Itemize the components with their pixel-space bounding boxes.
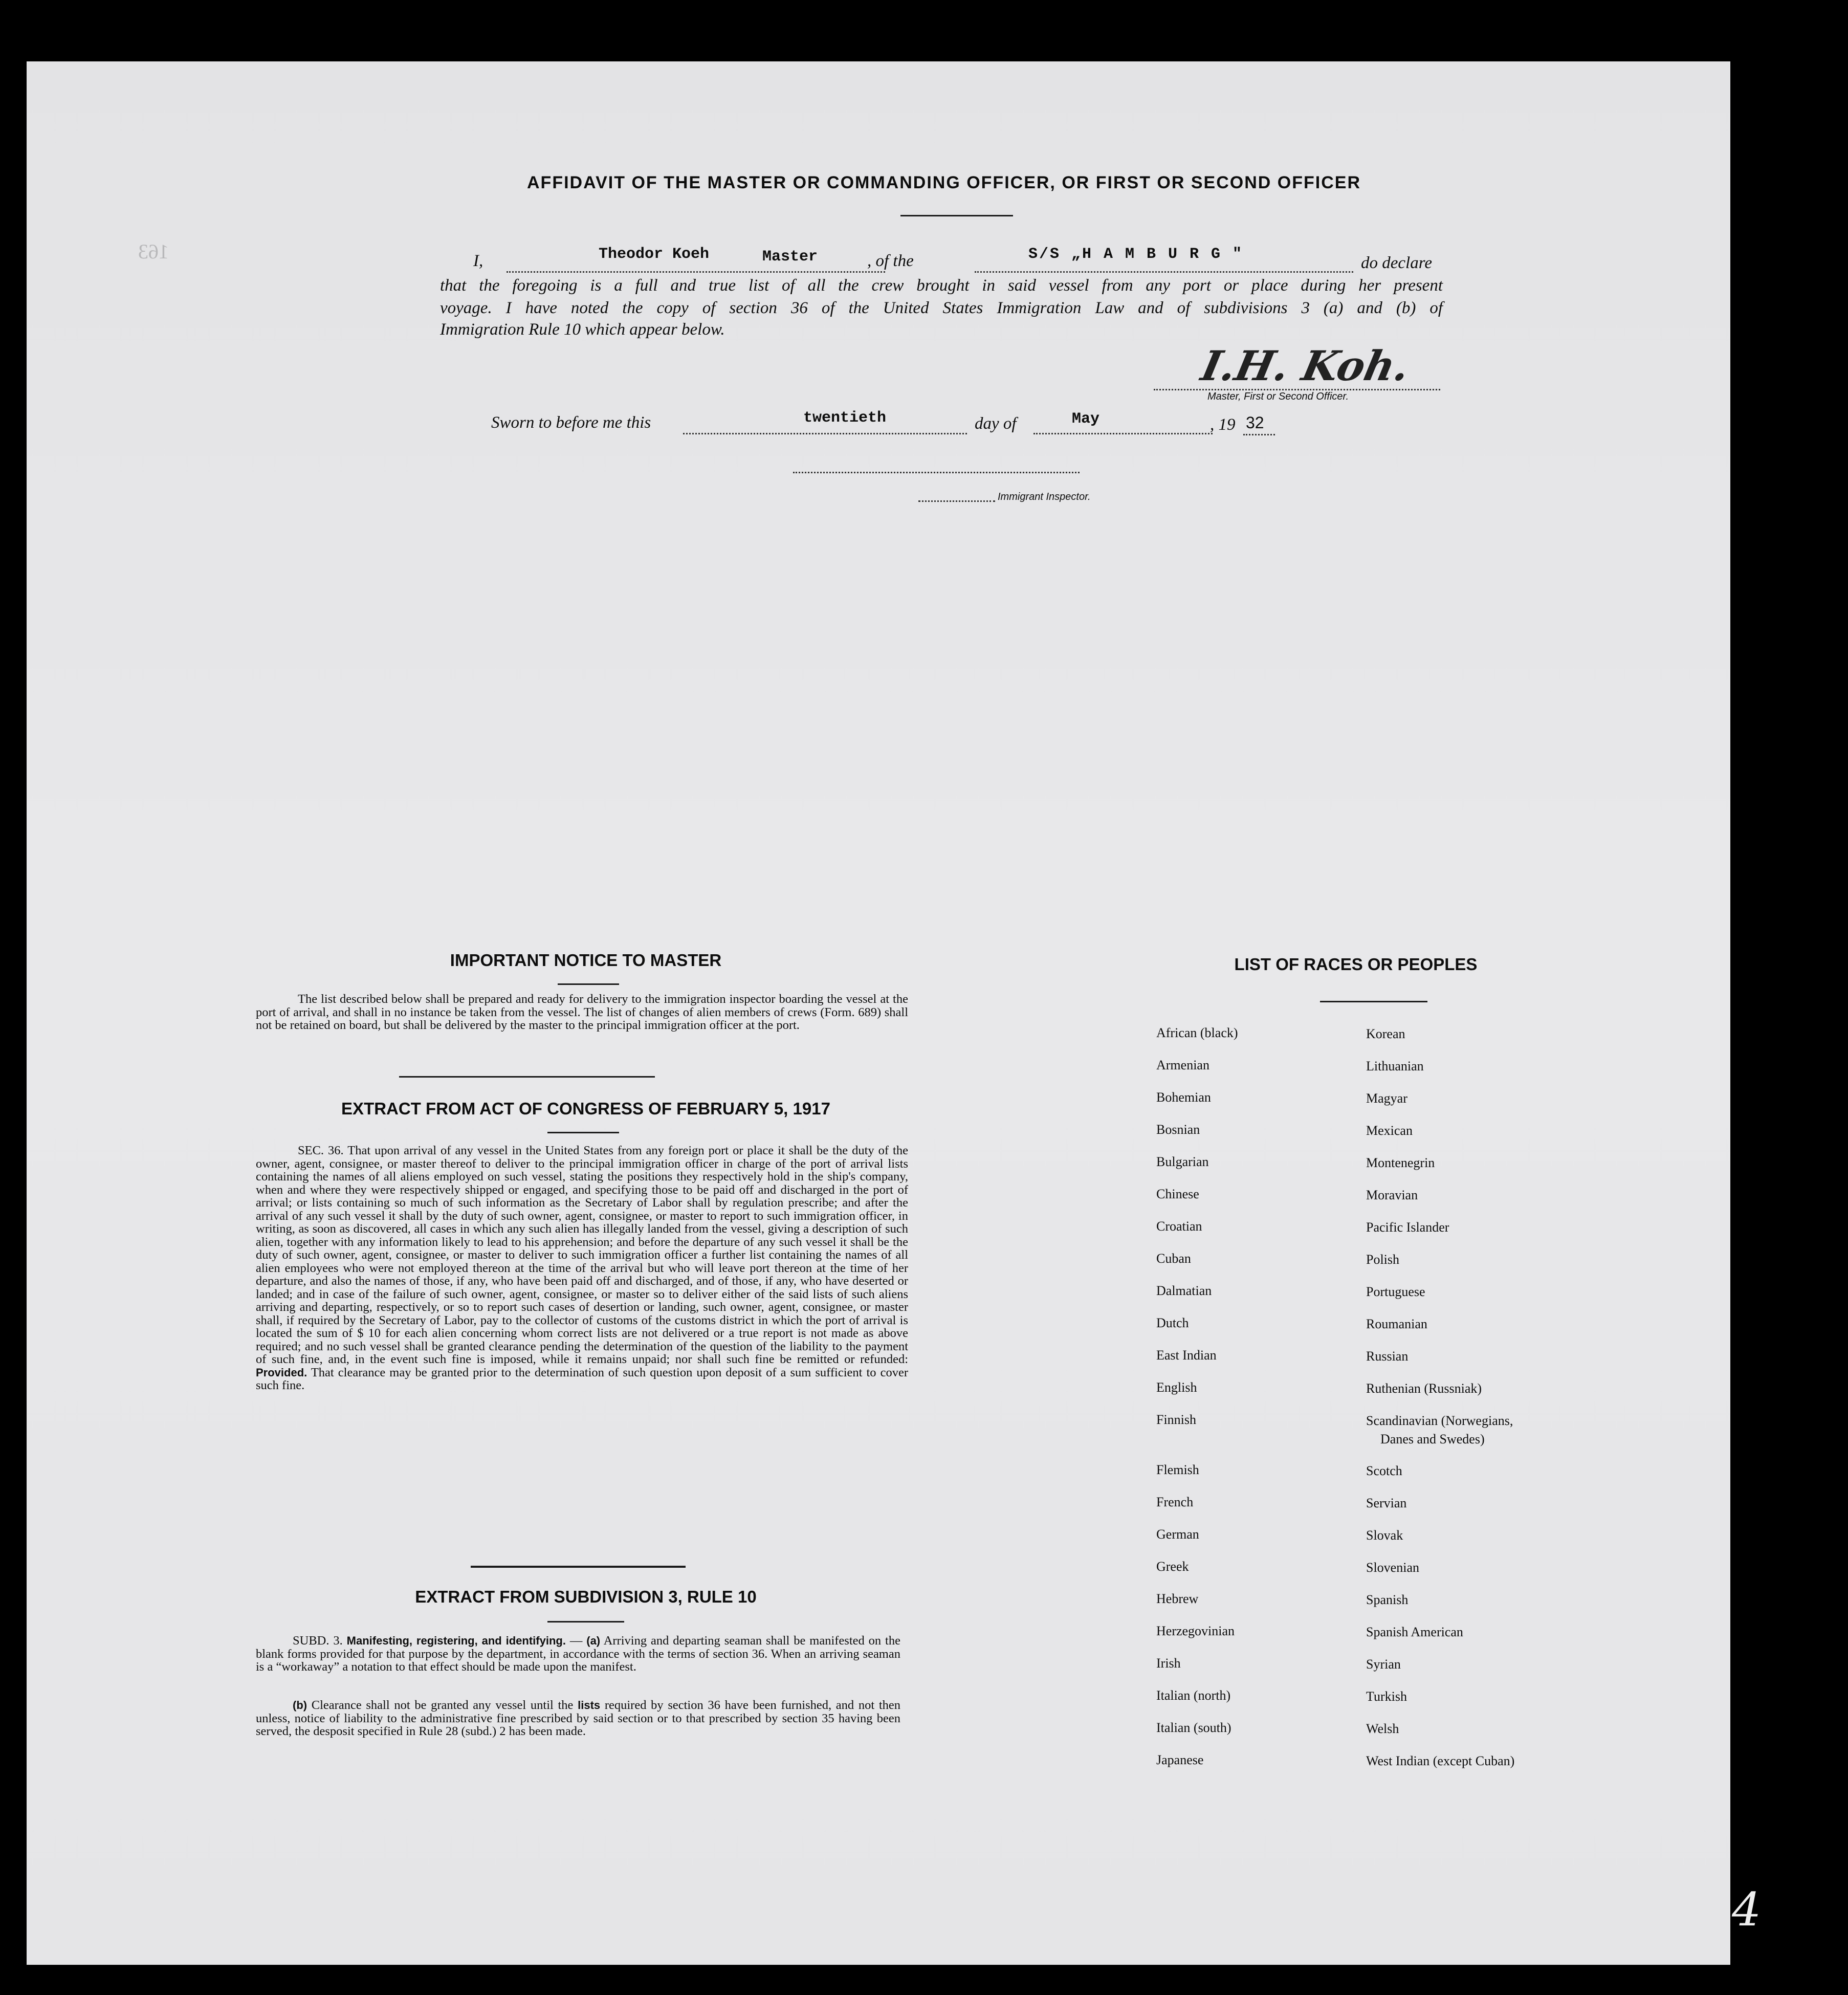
punch-hole — [1764, 722, 1787, 745]
race-item: Herzegovinian — [1156, 1624, 1235, 1638]
race-item: Cuban — [1156, 1251, 1191, 1266]
race-item: Croatian — [1156, 1219, 1202, 1234]
race-item: Bosnian — [1156, 1122, 1200, 1137]
vessel-line — [975, 271, 1353, 273]
races-title: LIST OF RACES OR PEOPLES — [1234, 955, 1478, 974]
race-item: Spanish American — [1366, 1625, 1463, 1639]
race-item: Bulgarian — [1156, 1154, 1209, 1169]
rule-heading: Manifesting, registering, and identifying. — [346, 1634, 566, 1647]
race-item: English — [1156, 1380, 1197, 1395]
do-declare-label: do declare — [1361, 254, 1432, 272]
rule-text-a: SUBD. 3. Manifesting, registering, and identifying. — (a) Arriving and departing seaman shall be manifested on the blank forms provided for that purpose by the department, in accordance with the terms of section 36. When an arriving seaman is a “workaway” a notation to that effect should be made upon the manifest. — [256, 1634, 900, 1674]
inspector-caption: Immigrant Inspector. — [998, 491, 1091, 502]
act-provided: Provided. — [256, 1366, 307, 1379]
race-item: Roumanian — [1366, 1317, 1427, 1331]
race-item: Russian — [1366, 1349, 1409, 1364]
vessel-name: S/S „H A M B U R G " — [1028, 246, 1244, 263]
master-rank: Master — [762, 248, 818, 266]
rule-b-lists: lists — [578, 1699, 601, 1712]
race-item: Welsh — [1366, 1721, 1399, 1736]
race-item: Dutch — [1156, 1316, 1189, 1330]
race-item: East Indian — [1156, 1348, 1217, 1363]
rule-subd: SUBD. 3. — [293, 1634, 343, 1648]
race-item: Turkish — [1366, 1689, 1407, 1704]
races-right-column — [1366, 1026, 1632, 1786]
inspector-signature-line — [793, 472, 1080, 473]
act-divider — [471, 1566, 686, 1568]
race-item: Finnish — [1156, 1412, 1197, 1427]
race-item: Slovenian — [1366, 1560, 1419, 1575]
punch-hole — [1756, 1316, 1778, 1339]
race-item: Magyar — [1366, 1091, 1407, 1106]
punch-hole — [1764, 638, 1787, 660]
rule-b-text-2: required by section 36 have been furnished, and not then unless, notice of liability to the administrative fine prescribed by said section or to that prescribed by section 35 having been served, the desposit specified in Rule 28 (subd.) 2 has been made. — [256, 1698, 901, 1738]
race-item: Armenian — [1156, 1058, 1209, 1072]
day-of-label: day of — [975, 414, 1017, 433]
race-item: Mexican — [1366, 1123, 1413, 1138]
rule-title-underline — [547, 1621, 624, 1623]
rule-b-text-1: Clearance shall not be granted any vessel until the — [311, 1698, 574, 1712]
race-item: Polish — [1366, 1252, 1400, 1267]
punch-hole — [1752, 1676, 1774, 1699]
sworn-day: twentieth — [803, 409, 887, 427]
race-item: Ruthenian (Russniak) — [1366, 1381, 1482, 1396]
race-item: Italian (south) — [1156, 1720, 1231, 1735]
act-text-main: SEC. 36. That upon arrival of any vessel in the United States from any foreign port or place it shall be the duty of the owner, agent, consignee, or master thereof to deliver to the principal immigration officer in charge of the port of arrival lists containing the names of all aliens employed on such vessel, stating the positions they respectively hold in the ship's company, when and where they were respectively shipped or engaged, and specifying those to be paid off and discharged in the port of arrival; or lists containing so much of such information as the Secretary of Labor shall by regulation prescribe; and after the arrival of any such vessel it shall by the duty of such owner, agent, consignee, or master to report to such immigration officer, in writing, as soon as discovered, all cases in which any such alien has illegally landed from the vessel, giving a description of such alien, together with any information likely to lead to his apprehension; and before the departure of any such vessel it shall be the duty of such owner, agent, consignee, or master to deliver to such immigration officer a further list containing the names of all alien employees who were not employed thereon at the time of the arrival but who will leave port thereon at the time of her departure, and also the names of those, if any, who have been paid off and discharged, and of those, if any, who have deserted or landed; and in case of the failure of such owner, agent, consignee, or master so to deliver either of the said lists of such aliens arriving and departing, respectively, or so to report such cases of desertion or landing, such owner, agent, consignee, or master shall, if required by the Secretary of Labor, pay to the collector of customs of the customs district in which the port of arrival is located the sum of $ 10 for each alien concerning whom correct lists are not delivered or a true report is not made as above required; and no such vessel shall be granted clearance pending the determination of the question of the liability to the payment of such fine, and, in the event such fine is imposed, while it remains unpaid; nor shall such fine be remitted or refunded: — [256, 1144, 908, 1366]
master-name: Theodor Koeh — [599, 246, 710, 263]
race-item: African (black) — [1156, 1025, 1238, 1040]
of-the-label: , of the — [867, 252, 914, 270]
punch-hole — [1769, 366, 1792, 389]
punch-hole — [1752, 1591, 1774, 1614]
act-text — [256, 1144, 908, 1392]
race-item-continued: Danes and Swedes) — [1380, 1432, 1485, 1446]
race-item: Scandinavian (Norwegians, — [1366, 1413, 1513, 1428]
signature-caption: Master, First or Second Officer. — [1207, 391, 1349, 402]
race-item: Spanish — [1366, 1592, 1409, 1607]
sworn-label: Sworn to before me this — [491, 413, 651, 432]
race-item: Flemish — [1156, 1462, 1199, 1477]
corner-mark: 4 — [1732, 1883, 1762, 1937]
declaration-line-2: that the foregoing is a full and true list of all the crew brought in said vessel from any port or place during her present — [440, 276, 1443, 295]
race-item: Japanese — [1156, 1752, 1204, 1767]
race-item: West Indian (except Cuban) — [1366, 1753, 1515, 1768]
notice-text: The list described below shall be prepared and ready for delivery to the immigration inspector boarding the vessel at the port of arrival, and shall in no instance be taken from the vessel. The list of changes of alien members of crews (Form. 689) shall not be retained on board, but shall be delivered by the master to the principal immigration officer at the port. — [256, 992, 908, 1032]
race-item: Italian (north) — [1156, 1688, 1231, 1703]
race-item: Portuguese — [1366, 1284, 1425, 1299]
declaration-line-3: voyage. I have noted the copy of section 36 of the United States Immigration Law and of subdivisions 3 (a) and (b) of — [440, 299, 1443, 317]
notice-divider — [399, 1076, 655, 1078]
rule-text-b — [256, 1699, 900, 1738]
name-line — [507, 271, 885, 273]
race-item-spacer — [1156, 1442, 1351, 1462]
race-item: Montenegrin — [1366, 1155, 1435, 1170]
race-item: Servian — [1366, 1496, 1407, 1510]
race-item: Pacific Islander — [1366, 1220, 1449, 1235]
races-title-underline — [1320, 1001, 1427, 1002]
day-line — [683, 433, 967, 434]
signature-line — [1154, 389, 1440, 390]
act-text-tail: That clearance may be granted prior to the determination of such question upon deposit of a sum sufficient to cover such fine. — [256, 1365, 908, 1392]
race-item: Bohemian — [1156, 1090, 1211, 1105]
rule-a-text: Arriving and departing seaman shall be manifested on the blank forms provided for that purpose by the department, in accordance with the terms of section 36. When an arriving seaman is a “workaway” a notation to that effect should be made upon the manifest. — [256, 1634, 900, 1674]
race-item: Greek — [1156, 1559, 1189, 1574]
race-item: Slovak — [1366, 1528, 1403, 1543]
year-line — [1243, 434, 1275, 435]
sworn-year: 32 — [1246, 413, 1264, 432]
master-signature: I.H. Koh. — [1197, 342, 1414, 390]
notice-title-underline — [558, 983, 619, 985]
year-prefix: , 19 — [1210, 415, 1236, 434]
margin-number: 163 — [138, 240, 169, 263]
race-item: Chinese — [1156, 1187, 1199, 1201]
punch-hole — [1756, 1233, 1778, 1256]
month-line — [1033, 433, 1213, 434]
race-item: French — [1156, 1495, 1194, 1509]
race-item: Scotch — [1366, 1463, 1402, 1478]
race-item: Lithuanian — [1366, 1059, 1424, 1073]
notice-title: IMPORTANT NOTICE TO MASTER — [450, 951, 722, 970]
declaration-line-4: Immigration Rule 10 which appear below. — [440, 320, 725, 339]
affidavit-title: AFFIDAVIT OF THE MASTER OR COMMANDING OFFICER, OR FIRST OR SECOND OFFICER — [527, 173, 1361, 192]
race-item: German — [1156, 1527, 1199, 1542]
race-item: Moravian — [1366, 1188, 1418, 1202]
races-left-column — [1156, 1025, 1351, 1785]
sworn-month: May — [1072, 410, 1100, 428]
act-title-underline — [547, 1132, 619, 1133]
i-label: I, — [473, 252, 483, 270]
race-item: Hebrew — [1156, 1591, 1199, 1606]
inspector-caption-line — [918, 500, 995, 502]
title-underline — [900, 215, 1013, 216]
rule-a-mark: (a) — [586, 1634, 601, 1647]
race-item: Syrian — [1366, 1657, 1401, 1672]
race-item: Irish — [1156, 1656, 1181, 1671]
race-item: Korean — [1366, 1026, 1405, 1041]
rule-b-mark: (b) — [293, 1699, 307, 1712]
race-item: Dalmatian — [1156, 1283, 1212, 1298]
punch-hole — [1771, 280, 1794, 303]
rule-title: EXTRACT FROM SUBDIVISION 3, RULE 10 — [415, 1587, 757, 1606]
act-title: EXTRACT FROM ACT OF CONGRESS OF FEBRUARY 5, 1917 — [341, 1099, 830, 1118]
